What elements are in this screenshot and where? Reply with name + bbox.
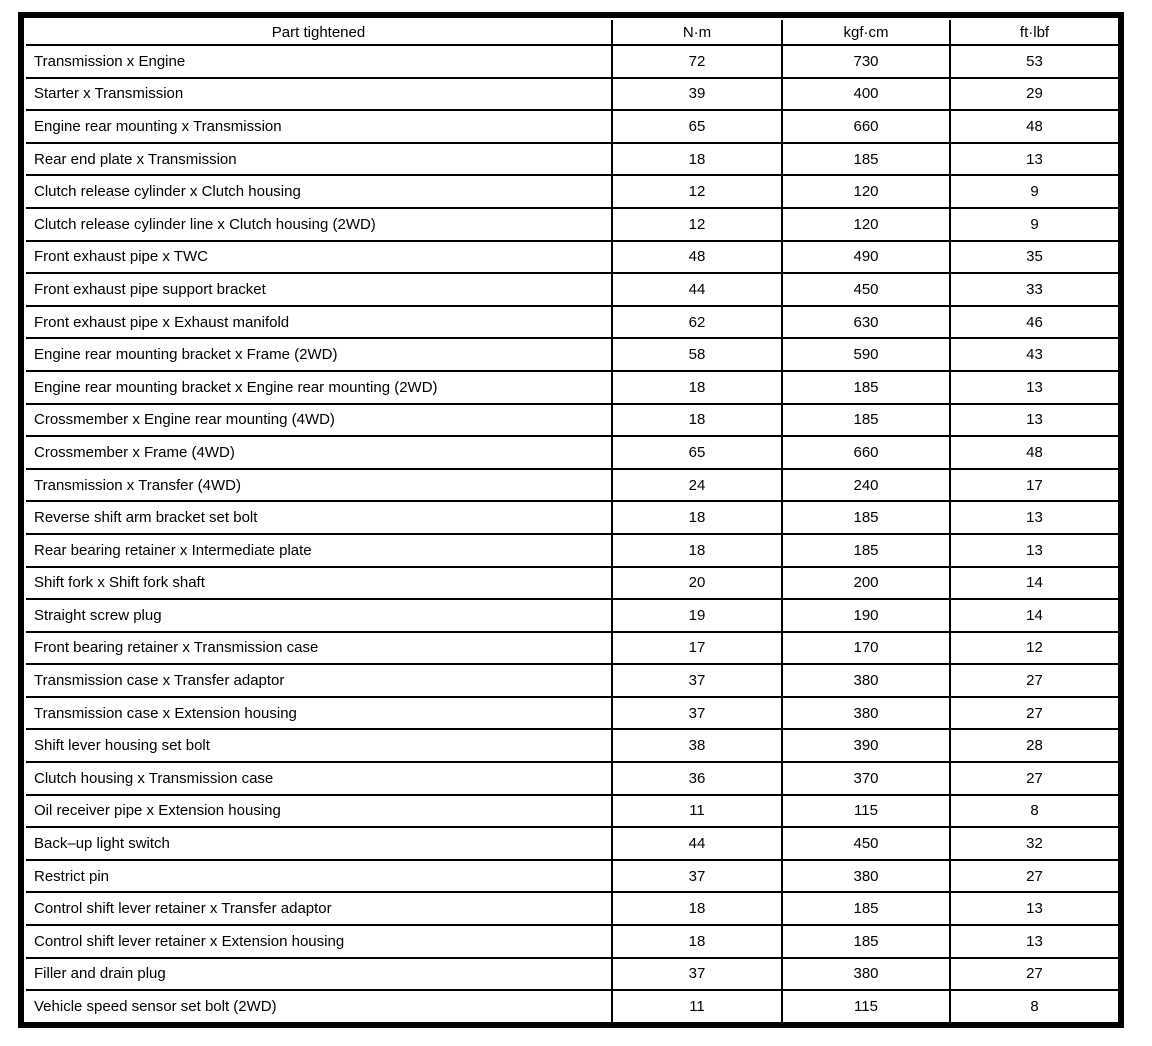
table-row	[26, 990, 1118, 1022]
column-header-part: Part tightened	[26, 20, 612, 45]
nm-cell: 18	[612, 404, 782, 437]
table-row	[26, 925, 1118, 958]
nm-cell: 72	[612, 45, 782, 78]
part-cell: Vehicle speed sensor set bolt (2WD)	[34, 998, 277, 1016]
nm-cell: 19	[612, 599, 782, 632]
part-cell: Clutch release cylinder line x Clutch housing (2WD)	[26, 208, 612, 241]
kgfcm-cell: 115	[782, 795, 950, 828]
nm-cell: 18	[612, 892, 782, 925]
part-cell: Restrict pin	[26, 860, 612, 893]
part-cell: Front exhaust pipe x Exhaust manifold	[26, 306, 612, 339]
part-cell: Clutch release cylinder x Clutch housing	[26, 175, 612, 208]
part-cell: Straight screw plug	[26, 599, 612, 632]
kgfcm-cell: 400	[782, 78, 950, 111]
part-cell: Engine rear mounting bracket x Frame (2WD)	[26, 338, 612, 371]
ftlbf-cell: 13	[950, 143, 1118, 176]
ftlbf-cell: 8	[950, 990, 1118, 1022]
table-row	[26, 175, 1118, 208]
table-row	[26, 892, 1118, 925]
nm-cell: 44	[612, 827, 782, 860]
part-cell: Control shift lever retainer x Transfer adaptor	[26, 892, 612, 925]
ftlbf-cell: 48	[950, 110, 1118, 143]
nm-cell: 37	[612, 860, 782, 893]
part-cell: Transmission x Engine	[26, 45, 612, 78]
part-cell: Oil receiver pipe x Extension housing	[26, 795, 612, 828]
part-cell: Engine rear mounting bracket x Engine rear mounting (2WD)	[26, 371, 612, 404]
kgfcm-cell: 185	[782, 925, 950, 958]
table-row	[26, 795, 1118, 828]
part-cell: Rear bearing retainer x Intermediate plate	[26, 534, 612, 567]
kgfcm-cell: 200	[782, 567, 950, 600]
kgfcm-cell: 660	[782, 436, 950, 469]
part-cell: Transmission case x Transfer adaptor	[26, 664, 612, 697]
nm-cell: 37	[612, 664, 782, 697]
ftlbf-cell: 14	[950, 599, 1118, 632]
ftlbf-cell: 9	[950, 208, 1118, 241]
part-cell: Starter x Transmission	[26, 78, 612, 111]
kgfcm-cell: 380	[782, 958, 950, 991]
ftlbf-cell: 29	[950, 78, 1118, 111]
table-row	[26, 632, 1118, 665]
ftlbf-cell: 43	[950, 338, 1118, 371]
nm-cell: 11	[612, 795, 782, 828]
table-row	[26, 208, 1118, 241]
nm-cell: 62	[612, 306, 782, 339]
kgfcm-cell: 185	[782, 534, 950, 567]
nm-cell: 18	[612, 534, 782, 567]
part-cell: Crossmember x Engine rear mounting (4WD)	[26, 404, 612, 437]
ftlbf-cell: 27	[950, 860, 1118, 893]
ftlbf-cell: 27	[950, 697, 1118, 730]
table-row	[26, 306, 1118, 339]
table-row	[26, 860, 1118, 893]
table-row	[26, 567, 1118, 600]
nm-cell: 44	[612, 273, 782, 306]
kgfcm-cell: 170	[782, 632, 950, 665]
table-row	[26, 404, 1118, 437]
table-row	[26, 110, 1118, 143]
kgfcm-cell: 390	[782, 729, 950, 762]
ftlbf-cell: 27	[950, 762, 1118, 795]
ftlbf-cell: 8	[950, 795, 1118, 828]
table-body	[26, 45, 1118, 1022]
nm-cell: 11	[612, 990, 782, 1022]
table-row	[26, 371, 1118, 404]
part-cell: Front exhaust pipe support bracket	[26, 273, 612, 306]
ftlbf-cell: 17	[950, 469, 1118, 502]
nm-cell: 36	[612, 762, 782, 795]
table-row	[26, 501, 1118, 534]
table-row	[26, 78, 1118, 111]
ftlbf-cell: 32	[950, 827, 1118, 860]
nm-cell: 65	[612, 110, 782, 143]
kgfcm-cell: 240	[782, 469, 950, 502]
kgfcm-cell: 490	[782, 241, 950, 274]
kgfcm-cell: 730	[782, 45, 950, 78]
part-cell: Front bearing retainer x Transmission case	[26, 632, 612, 665]
ftlbf-cell: 13	[950, 925, 1118, 958]
table-row	[26, 762, 1118, 795]
nm-cell: 12	[612, 175, 782, 208]
ftlbf-cell: 35	[950, 241, 1118, 274]
kgfcm-cell: 660	[782, 110, 950, 143]
part-cell: Shift fork x Shift fork shaft	[26, 567, 612, 600]
ftlbf-cell: 13	[950, 371, 1118, 404]
part-cell: Reverse shift arm bracket set bolt	[26, 501, 612, 534]
nm-cell: 37	[612, 958, 782, 991]
part-cell: Transmission x Transfer (4WD)	[26, 469, 612, 502]
nm-cell: 58	[612, 338, 782, 371]
kgfcm-cell: 120	[782, 208, 950, 241]
kgfcm-cell: 185	[782, 892, 950, 925]
column-header-nm: N·m	[612, 20, 782, 45]
nm-cell: 20	[612, 567, 782, 600]
kgfcm-cell: 185	[782, 404, 950, 437]
part-cell: Transmission case x Extension housing	[26, 697, 612, 730]
column-header-ftlbf: ft·lbf	[950, 20, 1118, 45]
part-cell: Shift lever housing set bolt	[26, 729, 612, 762]
nm-cell: 18	[612, 925, 782, 958]
column-header-kgfcm: kgf·cm	[782, 20, 950, 45]
table-row	[26, 958, 1118, 991]
nm-cell: 18	[612, 501, 782, 534]
table-row	[26, 697, 1118, 730]
table-row	[26, 45, 1118, 78]
ftlbf-cell: 13	[950, 501, 1118, 534]
table-row	[26, 664, 1118, 697]
ftlbf-cell: 13	[950, 404, 1118, 437]
nm-cell: 38	[612, 729, 782, 762]
kgfcm-cell: 120	[782, 175, 950, 208]
torque-spec-table	[26, 20, 1118, 1022]
kgfcm-cell: 370	[782, 762, 950, 795]
part-cell: Clutch housing x Transmission case	[26, 762, 612, 795]
ftlbf-cell: 46	[950, 306, 1118, 339]
table-row	[26, 534, 1118, 567]
kgfcm-cell: 380	[782, 860, 950, 893]
part-cell: Rear end plate x Transmission	[26, 143, 612, 176]
table-row	[26, 273, 1118, 306]
ftlbf-cell: 27	[950, 958, 1118, 991]
ftlbf-cell: 12	[950, 632, 1118, 665]
table-container	[24, 18, 1118, 1022]
kgfcm-cell: 450	[782, 273, 950, 306]
ftlbf-cell: 48	[950, 436, 1118, 469]
nm-cell: 12	[612, 208, 782, 241]
kgfcm-cell: 380	[782, 697, 950, 730]
nm-cell: 18	[612, 371, 782, 404]
nm-cell: 39	[612, 78, 782, 111]
part-cell: Control shift lever retainer x Extension housing	[26, 925, 612, 958]
kgfcm-cell: 590	[782, 338, 950, 371]
kgfcm-cell: 185	[782, 143, 950, 176]
kgfcm-cell: 380	[782, 664, 950, 697]
ftlbf-cell: 13	[950, 892, 1118, 925]
nm-cell: 18	[612, 143, 782, 176]
ftlbf-cell: 9	[950, 175, 1118, 208]
nm-cell: 24	[612, 469, 782, 502]
part-cell: Engine rear mounting x Transmission	[26, 110, 612, 143]
ftlbf-cell: 13	[950, 534, 1118, 567]
ftlbf-cell: 27	[950, 664, 1118, 697]
part-cell: Front exhaust pipe x TWC	[26, 241, 612, 274]
kgfcm-cell: 450	[782, 827, 950, 860]
ftlbf-cell: 33	[950, 273, 1118, 306]
kgfcm-cell: 190	[782, 599, 950, 632]
table-row	[26, 469, 1118, 502]
ftlbf-cell: 28	[950, 729, 1118, 762]
header-row	[26, 20, 1118, 45]
nm-cell: 48	[612, 241, 782, 274]
table-row	[26, 729, 1118, 762]
part-cell: Crossmember x Frame (4WD)	[26, 436, 612, 469]
ftlbf-cell: 14	[950, 567, 1118, 600]
part-cell: Filler and drain plug	[26, 958, 612, 991]
nm-cell: 65	[612, 436, 782, 469]
kgfcm-cell: 115	[782, 990, 950, 1022]
table-row	[26, 436, 1118, 469]
table-row	[26, 241, 1118, 274]
ftlbf-cell: 53	[950, 45, 1118, 78]
table-frame	[18, 12, 1124, 1028]
kgfcm-cell: 630	[782, 306, 950, 339]
kgfcm-cell: 185	[782, 501, 950, 534]
kgfcm-cell: 185	[782, 371, 950, 404]
part-cell: Back–up light switch	[26, 827, 612, 860]
table-row	[26, 338, 1118, 371]
table-row	[26, 143, 1118, 176]
table-row	[26, 827, 1118, 860]
nm-cell: 37	[612, 697, 782, 730]
nm-cell: 17	[612, 632, 782, 665]
table-row	[26, 599, 1118, 632]
